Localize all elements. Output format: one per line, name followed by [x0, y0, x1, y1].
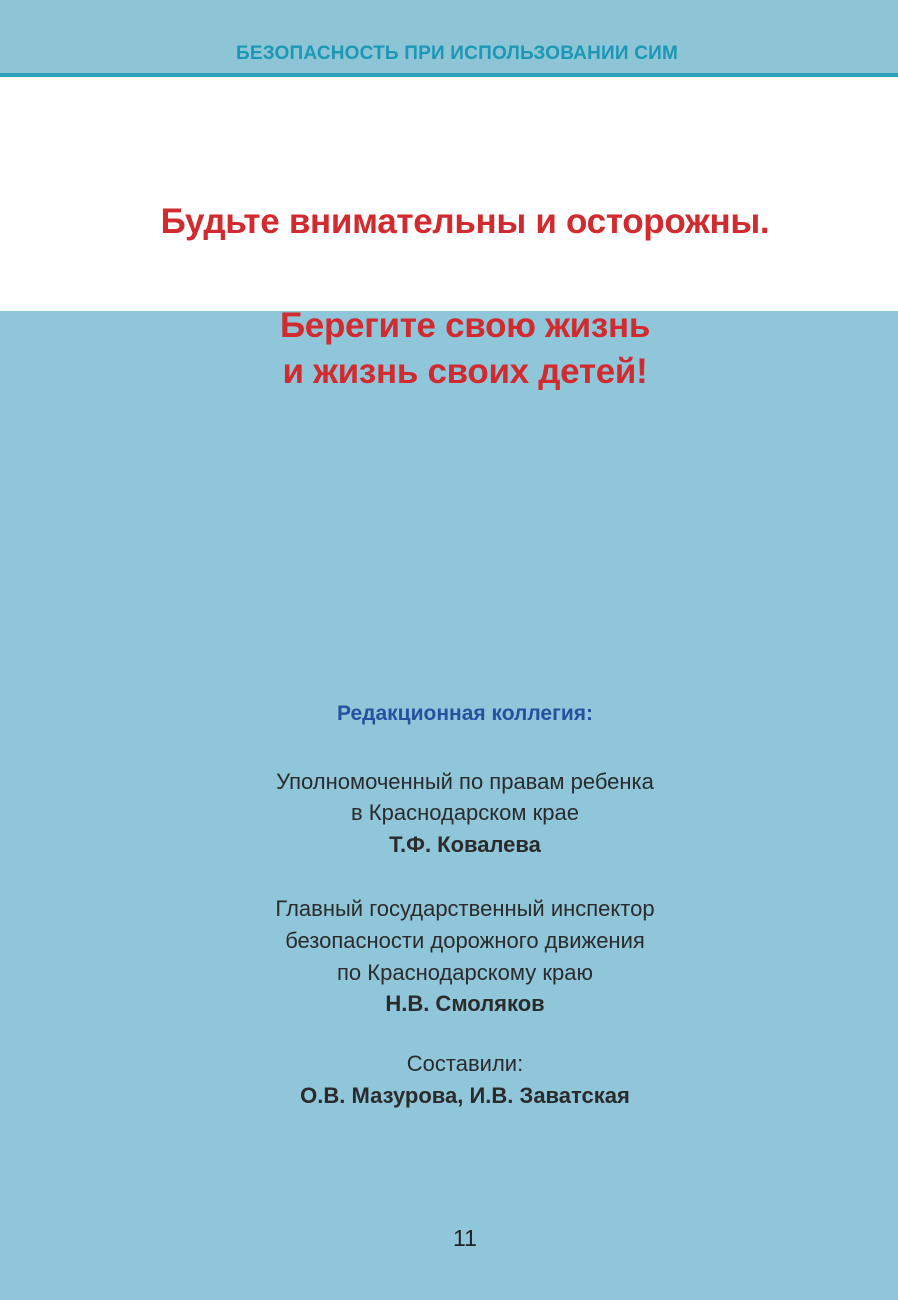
- warning-line-1: Будьте внимательны и осторожны.: [160, 202, 770, 241]
- inspector-name: Н.В. Смоляков: [385, 991, 545, 1016]
- compilers-label: Составили:: [406, 1051, 524, 1076]
- page-number: 11: [453, 1225, 477, 1251]
- inspector-title-line-3: по Краснодарскому краю: [337, 960, 593, 985]
- inspector-title-line-1: Главный государственный инспектор: [275, 896, 655, 921]
- inspector-title-line-2: безопасности дорожного движения: [285, 928, 645, 953]
- white-band: [0, 77, 898, 311]
- warning-line-3: и жизнь своих детей!: [282, 352, 648, 391]
- ombudsman-name: Т.Ф. Ковалева: [389, 832, 541, 857]
- editorial-board-heading: Редакционная коллегия:: [337, 702, 593, 725]
- running-title: БЕЗОПАСНОСТЬ ПРИ ИСПОЛЬЗОВАНИИ СИМ: [235, 43, 679, 64]
- warning-line-2: Берегите свою жизнь: [279, 306, 651, 345]
- compilers-names: О.В. Мазурова, И.В. Заватская: [300, 1083, 630, 1108]
- ombudsman-title-line-2: в Краснодарском крае: [351, 800, 579, 825]
- ombudsman-title-line-1: Уполномоченный по правам ребенка: [276, 769, 654, 794]
